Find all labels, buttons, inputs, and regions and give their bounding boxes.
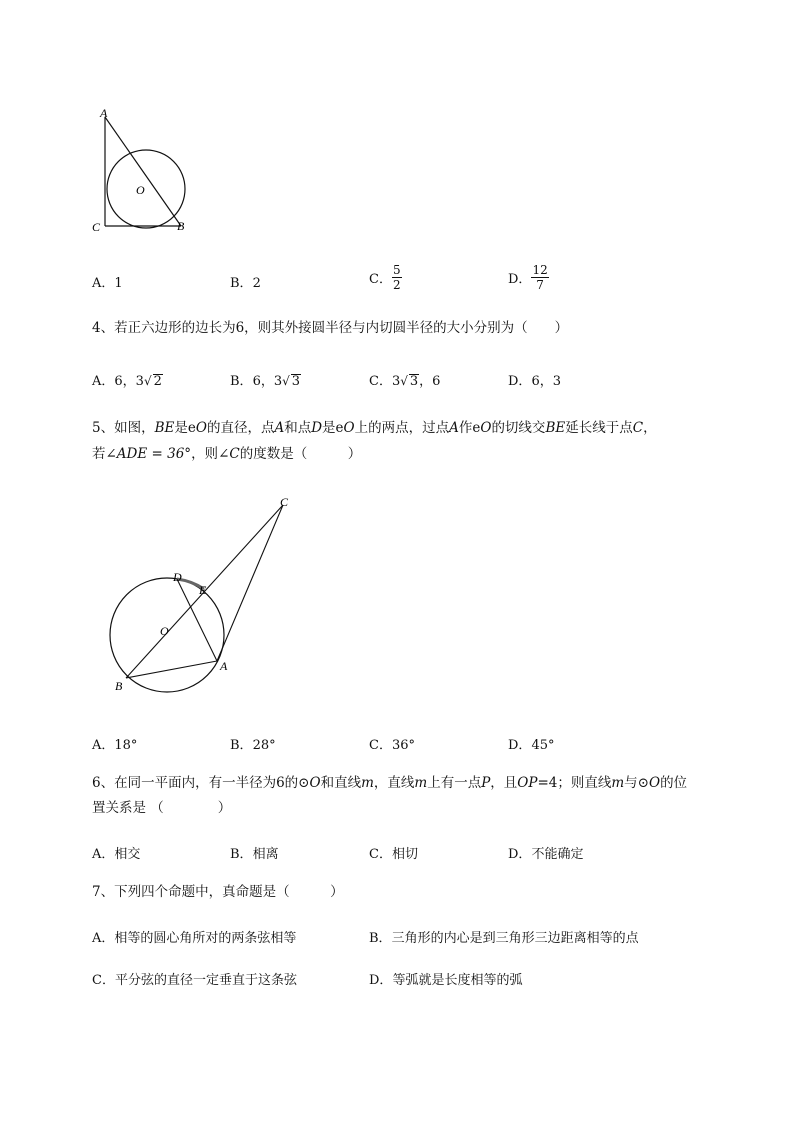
- option-letter: B．: [369, 931, 392, 946]
- segment-da: [177, 579, 217, 661]
- math-angle-ade: ∠ADE = 36°: [105, 446, 192, 462]
- math-m: m: [611, 775, 625, 791]
- option-letter: A．: [92, 847, 115, 862]
- q3-option-a[interactable]: [92, 272, 123, 291]
- option-text: 6，3: [531, 374, 561, 389]
- math-o: O: [309, 775, 321, 791]
- q5-line1: [92, 416, 657, 440]
- sqrt-sign: √: [400, 374, 408, 388]
- text-run: ，且: [490, 775, 518, 791]
- sqrt-radicand: 2: [153, 374, 162, 389]
- text-run: 和点: [284, 420, 312, 436]
- option-letter: A．: [92, 738, 115, 753]
- text-run: ，: [643, 420, 657, 436]
- fraction-numerator: 12: [532, 263, 548, 277]
- label-c: C: [92, 220, 101, 234]
- q5-option-d[interactable]: [508, 734, 554, 753]
- label-c: C: [280, 495, 289, 509]
- q7-option-c[interactable]: [92, 969, 297, 988]
- q4-option-b[interactable]: [230, 370, 301, 389]
- text-run: 6、在同一平面内，有一半径为6的⊙: [92, 775, 310, 791]
- circle-symbol: e: [472, 420, 481, 436]
- option-letter: A．: [92, 374, 115, 389]
- text-run: 若: [92, 446, 106, 462]
- math-be: BE: [154, 420, 175, 436]
- text-run: 与⊙: [624, 775, 649, 791]
- math-o: O: [343, 420, 355, 436]
- label-d: D: [173, 570, 182, 584]
- option-letter: D．: [369, 973, 393, 988]
- math-m: m: [414, 775, 428, 791]
- q7-text: 7、下列四个命题中，真命题是（ ）: [92, 884, 344, 900]
- option-text: 18°: [114, 738, 138, 753]
- math-angle-c: ∠C: [218, 446, 240, 462]
- q5-line2: [92, 442, 361, 466]
- q4-option-c[interactable]: [369, 370, 440, 389]
- option-text: 相切: [391, 847, 418, 862]
- option-text: 3: [391, 374, 401, 389]
- segment-ab: [105, 117, 181, 226]
- option-text-post: ，6: [419, 374, 441, 389]
- sqrt-radicand: 3: [291, 374, 301, 389]
- option-letter: B．: [230, 276, 253, 291]
- text-run: 延长线于点: [565, 420, 633, 436]
- option-text: 平分弦的直径一定垂直于这条弦: [114, 973, 297, 988]
- fraction: [531, 263, 548, 292]
- label-a: A: [220, 659, 228, 673]
- option-text: 36°: [391, 738, 415, 753]
- label-b: B: [115, 679, 123, 693]
- figure-triangle-circle: [88, 100, 198, 240]
- option-text: 28°: [252, 738, 276, 753]
- sqrt-radicand: 3: [409, 374, 419, 389]
- text-run: 5、如图，: [92, 420, 155, 436]
- math-a: A: [449, 420, 459, 436]
- option-letter: C．: [369, 272, 392, 287]
- text-run: 的位: [660, 775, 688, 791]
- label-a: A: [100, 106, 108, 120]
- label-e: E: [199, 583, 207, 597]
- q5-option-a[interactable]: [92, 734, 137, 753]
- q7-option-a[interactable]: [92, 927, 296, 946]
- fraction-numerator: 5: [392, 263, 401, 277]
- label-b: B: [177, 219, 185, 233]
- segment-ac: [217, 505, 283, 661]
- option-letter: A．: [92, 276, 115, 291]
- fraction-denominator: 7: [536, 278, 544, 292]
- math-c: C: [632, 420, 644, 436]
- option-letter: A．: [92, 931, 115, 946]
- text-run: 是: [322, 420, 336, 436]
- text-run: 是: [174, 420, 188, 436]
- math-d: D: [311, 420, 323, 436]
- option-letter: C．: [369, 738, 392, 753]
- math-p: P: [481, 775, 491, 791]
- q6-option-b[interactable]: [230, 843, 279, 862]
- option-text: 三角形的内心是到三角形三边距离相等的点: [391, 931, 639, 946]
- option-text: 相离: [252, 847, 279, 862]
- q4-text: 4、若正六边形的边长为6，则其外接圆半径与内切圆半径的大小分别为（ ）: [92, 320, 569, 336]
- option-text: 6，3: [252, 374, 283, 389]
- circle-symbol: e: [187, 420, 196, 436]
- q3-option-b[interactable]: [230, 272, 261, 291]
- q7-option-b[interactable]: [369, 927, 639, 946]
- option-letter: D．: [508, 847, 532, 862]
- text-run: =4；则直线: [537, 775, 612, 791]
- circle-o: [107, 150, 185, 228]
- math-a: A: [274, 420, 285, 436]
- option-letter: B．: [230, 847, 253, 862]
- math-o: O: [195, 420, 207, 436]
- option-letter: D．: [508, 374, 532, 389]
- option-text: 1: [114, 276, 123, 291]
- sqrt-sign: √: [143, 374, 152, 388]
- option-text: 6，3: [114, 374, 144, 389]
- text-run: 作: [458, 420, 473, 436]
- math-o: O: [648, 775, 661, 791]
- text-run: 的切线交: [491, 420, 546, 436]
- option-letter: B．: [230, 374, 253, 389]
- circle-symbol: e: [335, 420, 344, 436]
- q5-option-b[interactable]: [230, 734, 276, 753]
- text-run: 上的两点，过点: [354, 420, 450, 436]
- sqrt-sign: √: [282, 374, 290, 388]
- q6-line1: [92, 771, 687, 795]
- q3-option-d[interactable]: [508, 263, 549, 292]
- text-run: ，则: [191, 446, 219, 462]
- math-be: BE: [545, 420, 566, 436]
- math-m: m: [361, 775, 374, 791]
- q6-line2: 置关系是 （ ）: [92, 800, 232, 816]
- q6-option-c[interactable]: [369, 843, 418, 862]
- text-run: ，直线: [373, 775, 415, 791]
- figure-circle-tangent: [100, 490, 310, 705]
- option-text: 相等的圆心角所对的两条弦相等: [114, 931, 297, 946]
- text-run: 的度数是（ ）: [239, 446, 362, 462]
- option-letter: C．: [369, 374, 392, 389]
- label-o: O: [160, 624, 169, 638]
- option-letter: B．: [230, 738, 253, 753]
- fraction: [392, 263, 402, 292]
- label-o: O: [136, 183, 145, 197]
- option-text: 45°: [531, 738, 555, 753]
- option-letter: D．: [508, 738, 532, 753]
- option-letter: D．: [508, 272, 532, 287]
- math-op: OP: [517, 775, 538, 791]
- option-letter: C．: [369, 847, 392, 862]
- q4-option-d[interactable]: [508, 370, 561, 389]
- q6-option-a[interactable]: [92, 843, 140, 862]
- q6-option-d[interactable]: [508, 843, 583, 862]
- option-letter: C．: [92, 973, 115, 988]
- fraction-denominator: 2: [392, 278, 401, 292]
- q7-option-d[interactable]: [369, 969, 522, 988]
- text-run: 的直径，点: [206, 420, 275, 436]
- text-run: 和直线: [320, 775, 362, 791]
- q4-option-a[interactable]: [92, 370, 163, 389]
- q3-option-c[interactable]: [369, 263, 402, 292]
- math-o: O: [480, 420, 492, 436]
- option-text: 2: [252, 276, 261, 291]
- text-run: 上有一点: [427, 775, 482, 791]
- q5-option-c[interactable]: [369, 734, 415, 753]
- option-text: 等弧就是长度相等的弧: [392, 973, 523, 988]
- option-text: 不能确定: [531, 847, 584, 862]
- option-text: 相交: [114, 847, 141, 862]
